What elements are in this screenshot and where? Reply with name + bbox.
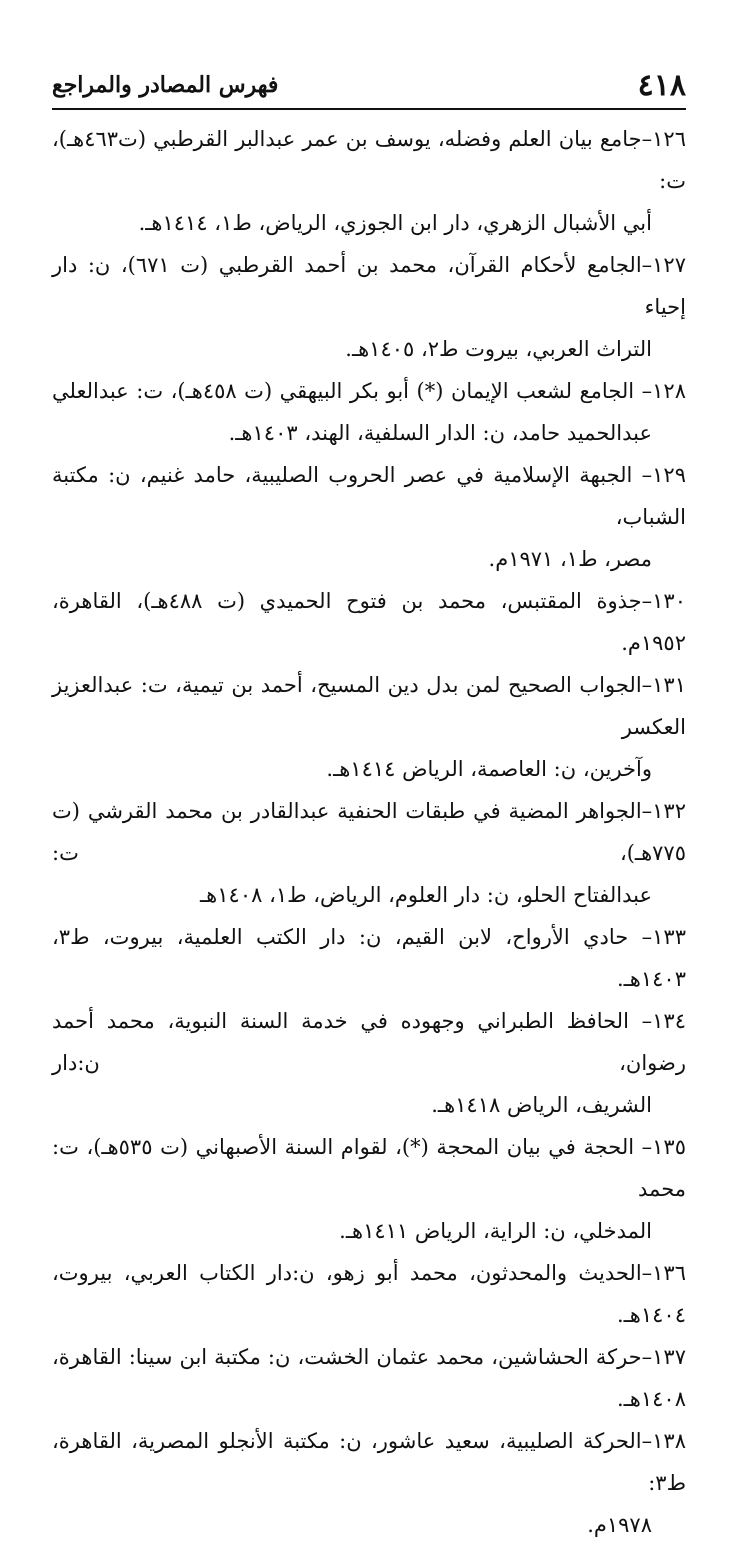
reference-line: ١٣٢–الجواهر المضية في طبقات الحنفية عبدالقادر بن محمد القرشي (ت ٧٧٥هـ)، ت:: [52, 799, 686, 865]
reference-continuation: أبي الأشبال الزهري، دار ابن الجوزي، الرياض، ط١، ١٤١٤هـ.: [138, 211, 652, 235]
page-number: ٤١٨: [637, 67, 686, 103]
reference-entry: [52, 1420, 686, 1546]
reference-continuation: عبدالفتاح الحلو، ن: دار العلوم، الرياض، ط١، ١٤٠٨هـ: [200, 883, 652, 907]
reference-entry: [52, 580, 686, 664]
reference-line: ١٣٧–حركة الحشاشين، محمد عثمان الخشت، ن: مكتبة ابن سينا: القاهرة، ١٤٠٨هـ.: [52, 1345, 686, 1411]
references-list: [52, 118, 686, 1546]
reference-line: ١٣٤– الحافظ الطبراني وجهوده في خدمة السنة النبوية، محمد أحمد رضوان، ن:دار: [52, 1009, 686, 1075]
reference-continuation: مصر، ط١، ١٩٧١م.: [488, 547, 652, 571]
reference-line: ١٣٨–الحركة الصليبية، سعيد عاشور، ن: مكتبة الأنجلو المصرية، القاهرة، ط٣:: [52, 1429, 686, 1495]
reference-entry: [52, 370, 686, 454]
reference-continuation: المدخلي، ن: الراية، الرياض ١٤١١هـ.: [339, 1219, 652, 1243]
reference-entry: [52, 454, 686, 580]
reference-entry: [52, 664, 686, 790]
reference-continuation: عبدالحميد حامد، ن: الدار السلفية، الهند، ١٤٠٣هـ.: [228, 421, 652, 445]
reference-line: ١٣٥– الحجة في بيان المحجة (*)، لقوام السنة الأصبهاني (ت ٥٣٥هـ)، ت: محمد: [52, 1135, 686, 1201]
reference-entry: [52, 244, 686, 370]
reference-entry: [52, 790, 686, 916]
reference-continuation: ١٩٧٨م.: [587, 1513, 652, 1537]
reference-continuation: التراث العربي، بيروت ط٢، ١٤٠٥هـ.: [345, 337, 652, 361]
reference-continuation: وآخرين، ن: العاصمة، الرياض ١٤١٤هـ.: [326, 757, 652, 781]
reference-entry: [52, 1252, 686, 1336]
reference-entry: [52, 916, 686, 1000]
reference-line: ١٢٦–جامع بيان العلم وفضله، يوسف بن عمر عبدالبر القرطبي (ت٤٦٣هـ)، ت:: [52, 127, 686, 193]
reference-line: ١٣٣– حادي الأرواح، لابن القيم، ن: دار الكتب العلمية، بيروت، ط٣، ١٤٠٣هـ.: [52, 925, 686, 991]
reference-continuation: الشريف، الرياض ١٤١٨هـ.: [431, 1093, 652, 1117]
running-title: فهرس المصادر والمراجع: [52, 72, 279, 98]
reference-entry: [52, 1126, 686, 1252]
reference-entry: [52, 118, 686, 244]
page-header: [52, 62, 686, 110]
reference-line: ١٣١–الجواب الصحيح لمن بدل دين المسيح، أحمد بن تيمية، ت: عبدالعزيز العكسر: [52, 673, 686, 739]
reference-line: ١٣٠–جذوة المقتبس، محمد بن فتوح الحميدي (ت ٤٨٨هـ)، القاهرة، ١٩٥٢م.: [52, 589, 686, 655]
reference-line: ١٢٧–الجامع لأحكام القرآن، محمد بن أحمد القرطبي (ت ٦٧١)، ن: دار إحياء: [52, 253, 686, 319]
reference-line: ١٣٦–الحديث والمحدثون، محمد أبو زهو، ن:دار الكتاب العربي، بيروت، ١٤٠٤هـ.: [52, 1261, 686, 1327]
reference-entry: [52, 1000, 686, 1126]
reference-line: ١٢٨– الجامع لشعب الإيمان (*) أبو بكر البيهقي (ت ٤٥٨هـ)، ت: عبدالعلي: [52, 379, 686, 403]
reference-line: ١٢٩– الجبهة الإسلامية في عصر الحروب الصليبية، حامد غنيم، ن: مكتبة الشباب،: [52, 463, 686, 529]
reference-entry: [52, 1336, 686, 1420]
